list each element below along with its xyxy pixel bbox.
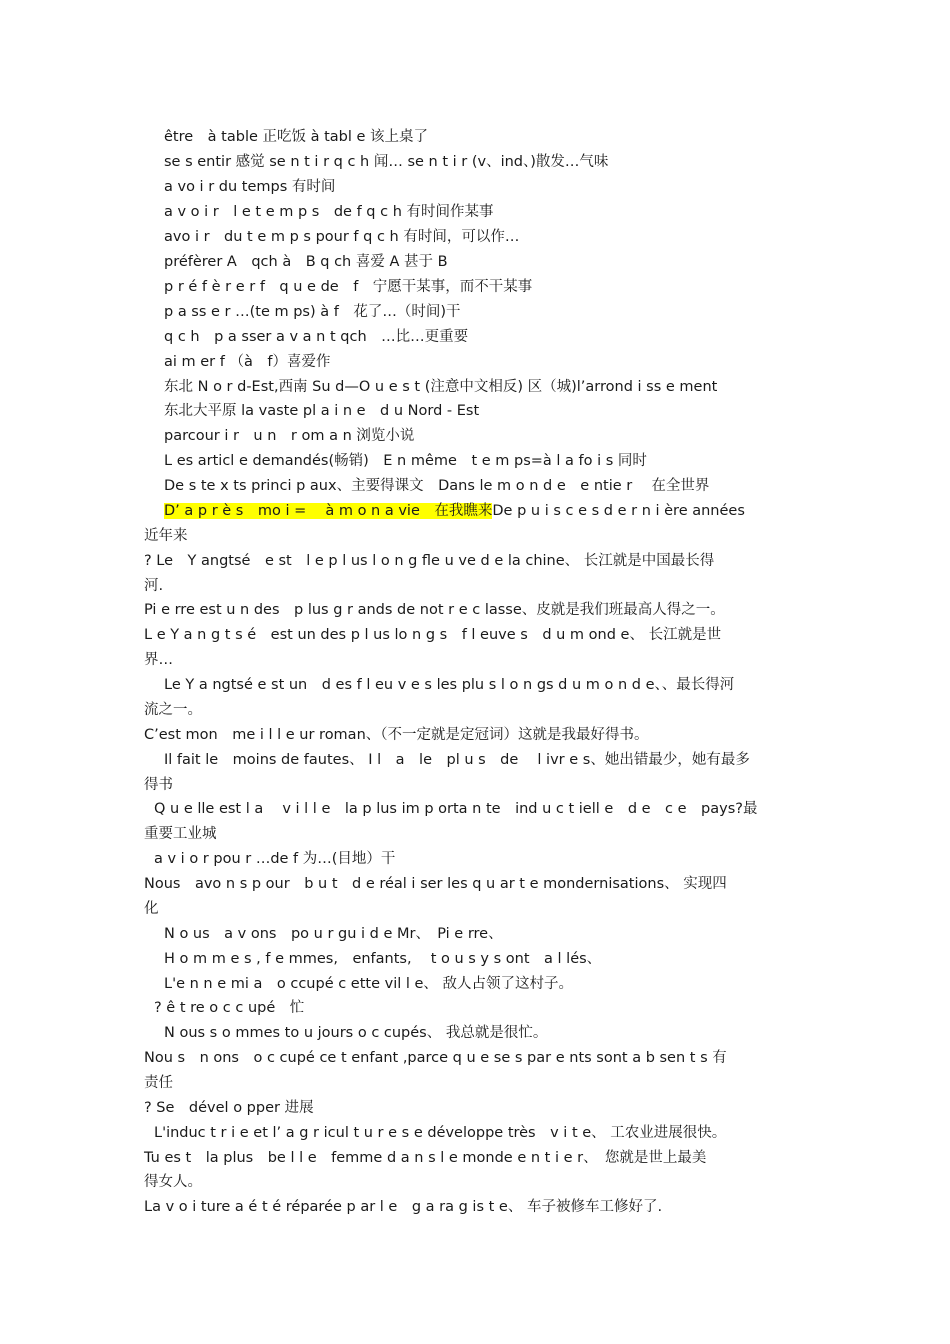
text-line: Pi e rre est u n des p lus g r ands de not r e c lasse、皮就是我们班最高人得之一。 xyxy=(144,602,725,618)
text-line: Tu es t la plus be l l e femme d a n s l e monde e n t i e r、 您就是世上最美 xyxy=(144,1150,707,1166)
text-line: 得书 xyxy=(144,777,173,793)
text-line: a v o i r l e t e m p s de f q c h 有时间作某事 xyxy=(164,204,494,220)
highlighted-phrase: D’ a p r è s mo i = à m o n a vie 在我瞧来 xyxy=(164,503,493,519)
text-line: 责任 xyxy=(144,1075,173,1091)
text-line: 重要工业城 xyxy=(144,826,217,842)
text-line: ? ê t re o c c upé 忙 xyxy=(154,1000,305,1016)
text-line: C’est mon me i l l e ur roman、（不一定就是定冠词）这就是我最好得书。 xyxy=(144,727,649,743)
text-line: L es articl e demandés(畅销) E n même t e m ps=à l a fo i s 同时 xyxy=(164,453,647,469)
text-line: q c h p a sser a v a n t qch …比…更重要 xyxy=(164,329,469,345)
text-line: 流之一。 xyxy=(144,702,202,718)
text-line: L'e n n e mi a o ccupé c ette vil l e、 敌人占领了这村子。 xyxy=(164,976,574,992)
text-line: 化 xyxy=(144,901,159,917)
text-line: parcour i r u n r om a n 浏览小说 xyxy=(164,428,415,444)
text-line: 东北大平原 la vaste pl a i n e d u Nord - Est xyxy=(164,403,480,419)
text-line xyxy=(164,501,745,521)
text-line: 近年来 xyxy=(144,528,188,544)
text-line: Q u e lle est l a v i l l e la p lus im p orta n te ind u c t iell e d e c e pays?最 xyxy=(154,801,758,817)
text-line: p r é f è r e r f q u e de f 宁愿干某事，而不干某事 xyxy=(164,279,533,295)
text-line: ai m er f （à f）喜爱作 xyxy=(164,354,331,370)
text-line: a vo i r du temps 有时间 xyxy=(164,179,336,195)
text-line: ? Se dével o pper 进展 xyxy=(144,1100,314,1116)
text-line: N ous s o mmes to u jours o c cupés、 我总就是很忙。 xyxy=(164,1025,548,1041)
text-line: Il fait le moins de fautes、 I l a le pl u s de l ivr e s、她出错最少，她有最多 xyxy=(164,752,750,768)
text-line: L e Y a n g t s é est un des p l us lo n g s f l euve s d u m ond e、 长江就是世 xyxy=(144,627,722,643)
text-line: 东北 N o r d-Est,西南 Su d—O u e s t (注意中文相反) 区（城)l’arrond i ss e ment xyxy=(164,379,718,395)
text-line: La v o i ture a é t é réparée p ar l e g a ra g is t e、 车子被修车工修好了. xyxy=(144,1199,663,1215)
text-line: avo i r du t e m p s pour f q c h 有时间，可以作… xyxy=(164,229,520,245)
text-line: 得女人。 xyxy=(144,1174,202,1190)
text-line: Nous avo n s p our b u t d e réal i ser les q u ar t e mondernisations、 实现四 xyxy=(144,876,727,892)
text-line: ? Le Y angtsé e st l e p l us l o n g fle u ve d e la chine、 长江就是中国最长得 xyxy=(144,553,715,569)
text-line: H o m m e s , f e mmes, enfants, t o u s y s ont a l lés、 xyxy=(164,951,602,967)
text-line: N o us a v ons po u r gu i d e Mr、 Pi e rre、 xyxy=(164,926,503,942)
text-line: 河. xyxy=(144,578,164,594)
text-line: 界… xyxy=(144,652,173,668)
text-line: se s entir 感觉 se n t i r q c h 闻… se n t i r (v、ind、)散发…气味 xyxy=(164,154,609,170)
text-line: a v i o r pou r …de f 为…(目地）干 xyxy=(154,851,396,867)
text-line: Le Y a ngtsé e st un d es f l eu v e s les plu s l o n gs d u m o n d e、、最长得河 xyxy=(164,677,735,693)
text-line: être à table 正吃饭 à tabl e 该上桌了 xyxy=(164,129,429,145)
text-line: p a ss e r …(te m ps) à f 花了…（时间)干 xyxy=(164,304,461,320)
text-line: préfèrer A qch à B q ch 喜爱 A 甚于 B xyxy=(164,254,448,270)
text-segment: De p u i s c e s d e r n i ère années xyxy=(492,503,745,519)
text-line: De s te x ts princi p aux、主要得课文 Dans le m o n d e e ntie r 在全世界 xyxy=(164,478,710,494)
text-line: Nou s n ons o c cupé ce t enfant ,parce q u e se s par e nts sont a b sen t s 有 xyxy=(144,1050,727,1066)
text-line: L'induc t r i e et l’ a g r icul t u r e s e développe très v i t e、 工农业进展很快。 xyxy=(154,1125,727,1141)
